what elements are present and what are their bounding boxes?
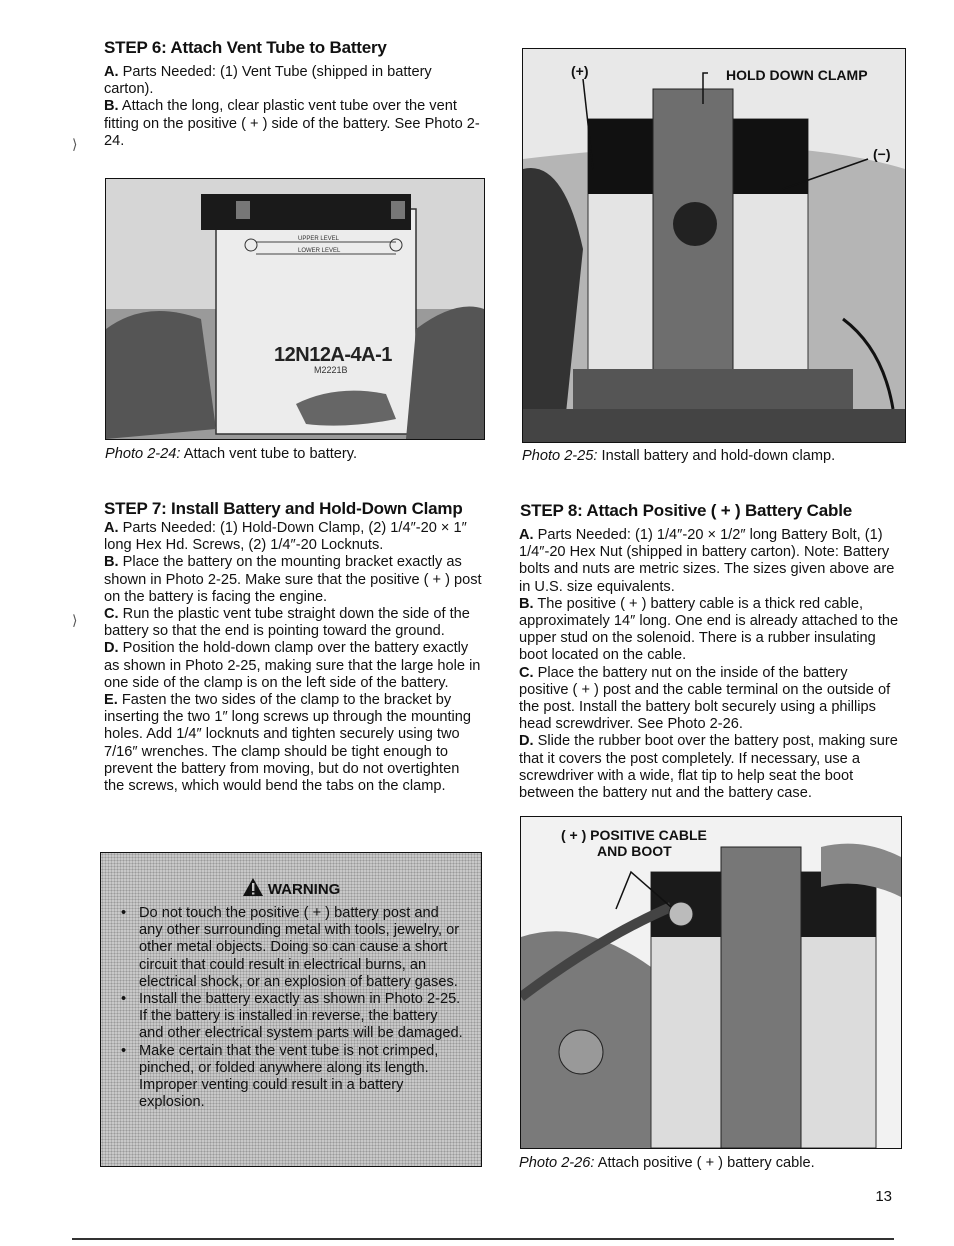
photo-2-25-caption: Photo 2-25: Install battery and hold-down clamp. bbox=[522, 448, 836, 464]
positive-post-label: (+) bbox=[571, 63, 589, 79]
step7-body bbox=[104, 520, 482, 795]
hold-down-clamp-label: HOLD DOWN CLAMP bbox=[726, 67, 868, 83]
negative-post-label: (−) bbox=[873, 146, 891, 162]
battery-model-label: 12N12A-4A-1 bbox=[274, 344, 392, 366]
battery-clamp-photo bbox=[523, 49, 905, 442]
step7-para-a: A. Parts Needed: (1) Hold-Down Clamp, (2) 1/4″-20 × 1″ long Hex Hd. Screws, (2) 1/4″-20 Locknuts. bbox=[104, 520, 467, 554]
boot-label: AND BOOT bbox=[597, 843, 672, 859]
step7-para-e: E. Fasten the two sides of the clamp to the bracket by inserting the two 1″ long screws up through the mounting holes. Add 1/4″ locknuts and tighten securely using two 7/16″ wrenches. The clamp should be tight enough to prevent the battery from moving, but do not overtighten the screws, which would bend the tabs on the clamp. bbox=[104, 692, 471, 795]
step8-para-a: A. Parts Needed: (1) 1/4″-20 × 1/2″ long Battery Bolt, (1) 1/4″-20 Hex Nut (shipped in battery carton). Note: Battery bolts and nuts are metric sizes. The sizes given above are in U.S. size equivalents. bbox=[519, 527, 895, 595]
margin-mark: ⟩ bbox=[72, 136, 78, 152]
step6-para-a: A. Parts Needed: (1) Vent Tube (shipped in battery carton). bbox=[104, 64, 432, 98]
warning-box bbox=[100, 852, 482, 1167]
lower-level-label: LOWER LEVEL bbox=[298, 248, 341, 254]
photo-2-26-caption: Photo 2-26: Attach positive ( + ) battery cable. bbox=[519, 1155, 815, 1171]
step7-para-d: D. Position the hold-down clamp over the battery exactly as shown in Photo 2-25, making sure that the large hole in one side of the clamp is on the left side of the battery. bbox=[104, 640, 481, 691]
battery-hand-photo bbox=[106, 179, 484, 439]
step6-body bbox=[104, 64, 482, 150]
warning-title: WARNING bbox=[101, 877, 481, 898]
positive-cable-photo bbox=[521, 817, 901, 1148]
warning-item: • Do not touch the positive ( + ) battery post and any other surrounding metal with tools, jewelry, or other metal objects. Doing so can cause a short circuit that could result in electrical burns, an electrical shock, or an explosion of battery gases. bbox=[119, 905, 464, 991]
step6-heading: STEP 6: Attach Vent Tube to Battery bbox=[104, 38, 387, 57]
photo-2-24 bbox=[105, 178, 485, 440]
step8-para-b: B. The positive ( + ) battery cable is a thick red cable, approximately 14″ long. One end is already attached to the upper stud on the solenoid. There is a rubber insulating boot located on the cable. bbox=[519, 595, 899, 664]
warning-item: • Make certain that the vent tube is not crimped, pinched, or folded anywhere along its length. Improper venting could result in a battery explosion. bbox=[119, 1043, 464, 1112]
positive-cable-label: ( + ) POSITIVE CABLE bbox=[561, 827, 707, 843]
warning-list bbox=[119, 905, 464, 1111]
photo-2-24-caption: Photo 2-24: Attach vent tube to battery. bbox=[105, 446, 358, 462]
footer-rule bbox=[72, 1238, 894, 1240]
step8-body bbox=[519, 527, 901, 802]
step7-para-b: B. Place the battery on the mounting bracket exactly as shown in Photo 2-25. Make sure that the positive ( + ) post on the battery is facing the engine. bbox=[104, 554, 482, 605]
page-number: 13 bbox=[875, 1188, 892, 1205]
step7-heading: STEP 7: Install Battery and Hold-Down Clamp bbox=[104, 499, 463, 518]
upper-level-label: UPPER LEVEL bbox=[298, 236, 340, 242]
step8-heading: STEP 8: Attach Positive ( + ) Battery Cable bbox=[520, 501, 852, 520]
warning-triangle-icon bbox=[242, 877, 264, 897]
step8-para-d: D. Slide the rubber boot over the battery post, making sure that it covers the post completely. If necessary, use a screwdriver with a wide, flat tip to help seat the boot between the battery nut and the battery case. bbox=[519, 733, 898, 802]
margin-mark: ⟩ bbox=[72, 612, 78, 628]
photo-2-26 bbox=[520, 816, 902, 1149]
battery-part-number: M2221B bbox=[314, 365, 348, 375]
step6-para-b: B. Attach the long, clear plastic vent tube over the vent fitting on the positive ( + ) side of the battery. See Photo 2-24. bbox=[104, 98, 480, 149]
photo-2-25 bbox=[522, 48, 906, 443]
step8-para-c: C. Place the battery nut on the inside of the battery positive ( + ) post and the cable terminal on the outside of the post. Install the battery bolt securely using a phillips head screwdriver. See Photo 2-26. bbox=[519, 664, 891, 733]
step7-para-c: C. Run the plastic vent tube straight down the side of the battery so that the end is pointing toward the ground. bbox=[104, 606, 470, 640]
warning-item: • Install the battery exactly as shown in Photo 2-25. If the battery is installed in reverse, the battery and other electrical system parts will be damaged. bbox=[119, 991, 464, 1043]
